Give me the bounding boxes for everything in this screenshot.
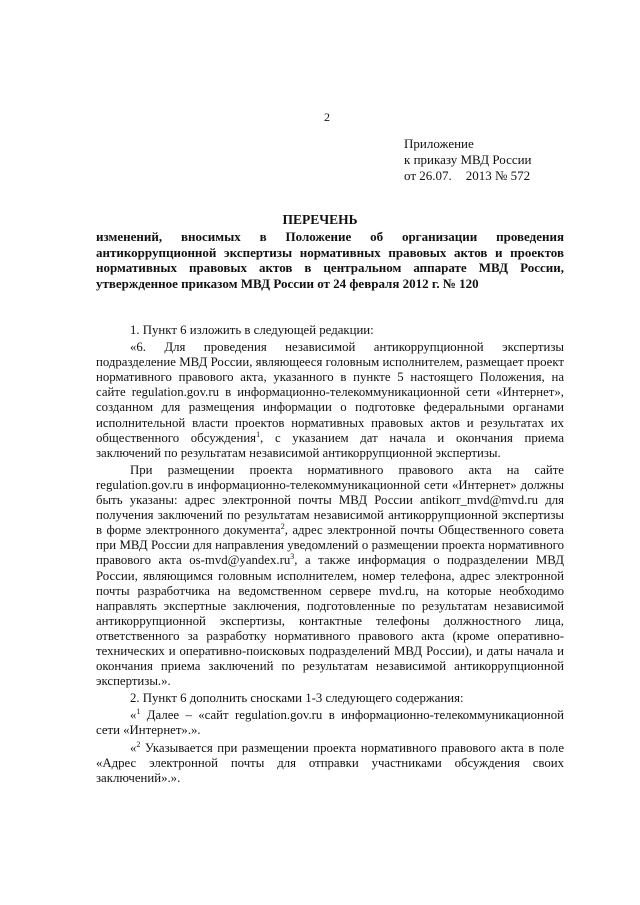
- paragraph-2-text-cont: , с указанием дат начала и окончания приема заключений по результатам независимой антикоррупционной экспертизы.: [96, 430, 564, 460]
- footnote-ref-1: 1: [256, 429, 261, 439]
- paragraph-3-text-end: , а также информация о подразделении МВД России, являющимся головным исполнителем, номер телефона, адрес электронной почты разработчика на ведомственном сервере mvd.ru, на которые необходимо направлять экспертные заключения, подготовленные по результатам независимой антикоррупционной экспертизы, контактные телефоны должностного лица, ответственного за разработку нормативного правового акта (кроме оперативно-технических и оперативно-поисковых подразделений МВД России), и даты начала и окончания приема заключений по результатам независимой антикоррупционной экспертизы.».: [96, 553, 564, 689]
- appendix-order-ref: к приказу МВД России: [404, 152, 532, 167]
- page-number: 2: [324, 110, 330, 124]
- date-day: 26.07.: [419, 168, 452, 183]
- date-year: 2013: [465, 168, 492, 183]
- paragraph-1: 1. Пункт 6 изложить в следующей редакции:: [130, 323, 374, 337]
- footnote-2-text: [96, 741, 564, 786]
- order-number: 572: [510, 168, 531, 183]
- footnote-2-body: Указывается при размещении проекта нормативного правового акта в поле «Адрес электронной почты для отправки участниками обсуждения своих заключений».».: [96, 740, 564, 785]
- footnote-1-body: Далее – «сайт regulation.gov.ru в информационно-телекоммуникационной сети «Интернет».».: [96, 708, 564, 738]
- paragraph-2: [96, 340, 564, 461]
- paragraph-3-text-cont: , адрес электронной почты Общественного совета при МВД России для направления уведомлений о размещении проекта нормативного правового акта os-mvd@yandex.ru: [96, 523, 564, 568]
- footnote-2-mark: 2: [136, 739, 141, 749]
- number-prefix: №: [495, 168, 508, 183]
- document-heading: изменений, вносимых в Положение об организации проведения антикоррупционной экспертизы нормативных правовых актов и проектов нормативных правовых актов в центральном аппарате МВД России, утвержденное приказом МВД России от 24 февраля 2012 г. № 120: [96, 229, 564, 291]
- footnote-ref-2: 2: [280, 522, 285, 532]
- footnote-1-mark: 1: [136, 707, 141, 717]
- quote-open: «: [130, 708, 137, 723]
- paragraph-3: [96, 463, 564, 689]
- footnote-1-text: [96, 708, 564, 738]
- document-title: ПЕРЕЧЕНЬ: [282, 212, 358, 227]
- quote-open: «: [130, 740, 137, 755]
- appendix-block: [404, 136, 532, 184]
- appendix-label: Приложение: [404, 136, 474, 151]
- paragraph-2-text: «6. Для проведения независимой антикоррупционной экспертизы подразделение МВД России, являющееся головным исполнителем, размещает проект нормативного правового акта, указанного в пункте 5 настоящего Положения, на сайте regulation.gov.ru в информационно-телекоммуникационной сети «Интернет», созданном для размещения информации о подготовке федеральными органами исполнительной власти проектов нормативных правовых актов и результатах их общественного обсуждения: [96, 340, 564, 445]
- footnote-ref-3: 3: [290, 552, 295, 562]
- document-body: [96, 323, 564, 786]
- paragraph-4: 2. Пункт 6 дополнить сносками 1-3 следующего содержания:: [130, 691, 464, 706]
- date-prefix: от: [404, 168, 417, 183]
- appendix-date-line: [404, 168, 532, 184]
- paragraph-3-text: При размещении проекта нормативного правового акта на сайте regulation.gov.ru в информационно-телекоммуникационной сети «Интернет» должны быть указаны: адрес электронной почты МВД России antikorr_mvd@mvd.ru для получения заключений по результатам независимой антикоррупционной экспертизы в форме электронного документа: [96, 462, 564, 538]
